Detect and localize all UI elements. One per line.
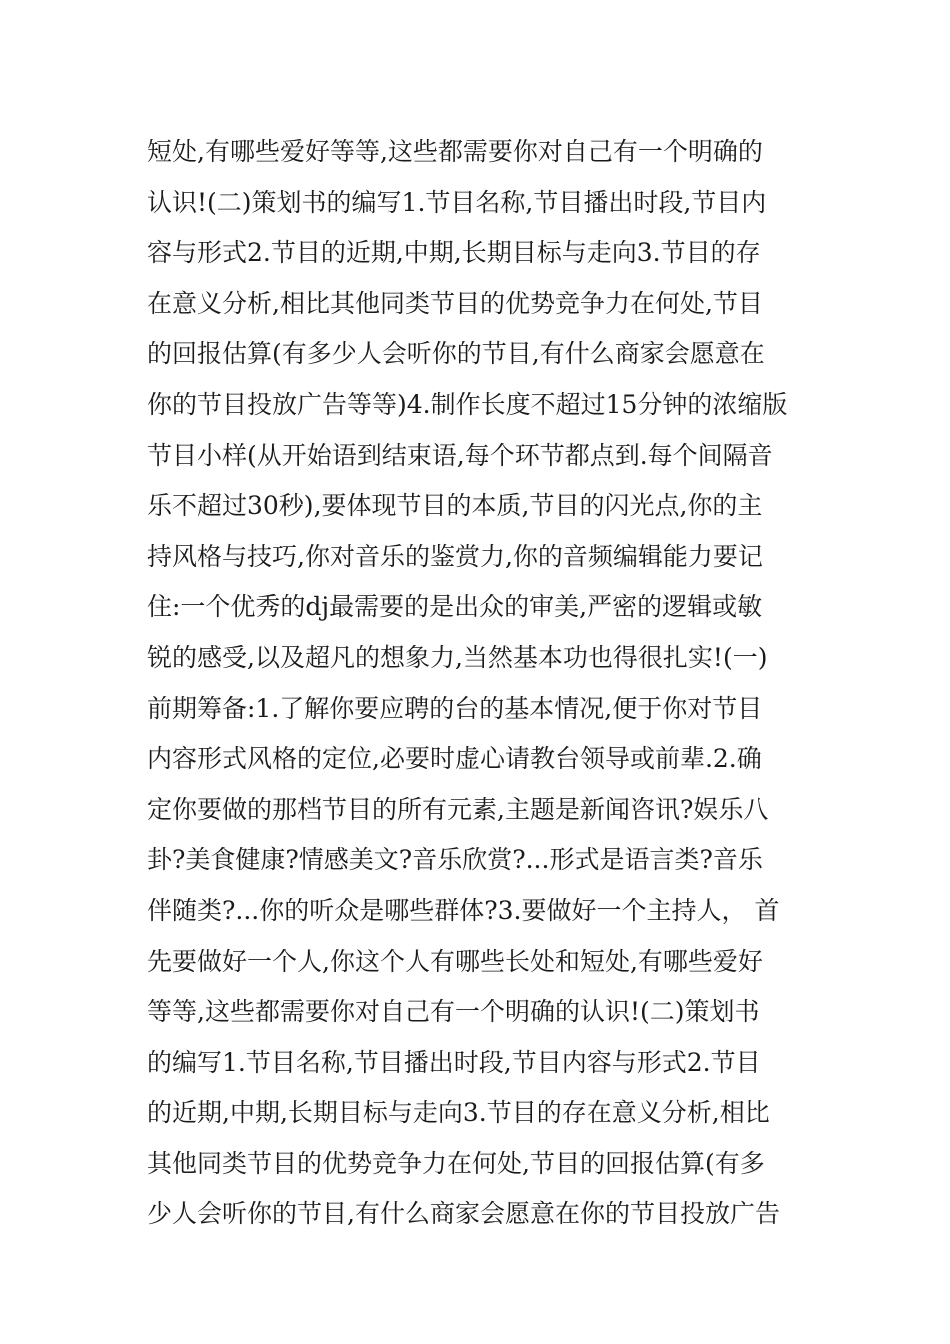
text-line: 内容形式风格的定位,必要时虚心请教台领导或前辈.2.确 [147,744,762,774]
text-line: 在意义分析,相比其他同类节目的优势竞争力在何处,节目 [147,288,763,318]
text-line: 的近期,中期,长期目标与走向3.节目的存在意义分析,相比 [147,1098,770,1128]
text-line: 前期筹备:1.了解你要应聘的台的基本情况,便于你对节目 [147,693,763,723]
text-line: 住:一个优秀的dj最需要的是出众的审美,严密的逻辑或敏 [147,592,763,622]
text-line: 其他同类节目的优势竞争力在何处,节目的回报估算(有多 [147,1148,765,1178]
text-line: 短处,有哪些爱好等等,这些都需要你对自己有一个明确的 [147,137,763,166]
text-line: 等等,这些都需要你对自己有一个明确的认识!(二)策划书 [147,997,760,1027]
text-line: 容与形式2.节目的近期,中期,长期目标与走向3.节目的存 [147,238,761,268]
text-line: 伴随类?...你的听众是哪些群体?3.要做好一个主持人， 首 [147,895,780,925]
text-line: 卦?美食健康?情感美文?音乐欣赏?...形式是语言类?音乐 [147,845,763,875]
text-line: 先要做好一个人,你这个人有哪些长处和短处,有哪些爱好 [147,946,763,976]
text-line: 的回报估算(有多少人会听你的节目,有什么商家会愿意在 [147,339,765,369]
body-text [147,127,817,1240]
text-line: 的编写1.节目名称,节目播出时段,节目内容与形式2.节目 [147,1047,761,1077]
text-line: 认识!(二)策划书的编写1.节目名称,节目播出时段,节目内 [147,187,767,217]
text-line: 锐的感受,以及超凡的想象力,当然基本功也得很扎实!(一) [147,642,768,672]
text-line: 节目小样(从开始语到结束语,每个环节都点到.每个间隔音 [147,440,773,470]
text-line: 你的节目投放广告等等)4.制作长度不超过15分钟的浓缩版 [147,389,788,419]
text-line: 持风格与技巧,你对音乐的鉴赏力,你的音频编辑能力要记 [147,541,763,571]
text-line: 少人会听你的节目,有什么商家会愿意在你的节目投放广告 [147,1199,780,1229]
text-line: 定你要做的那档节目的所有元素,主题是新闻咨讯?娱乐八 [147,794,769,824]
text-line: 乐不超过30秒),要体现节目的本质,节目的闪光点,你的主 [147,491,763,521]
